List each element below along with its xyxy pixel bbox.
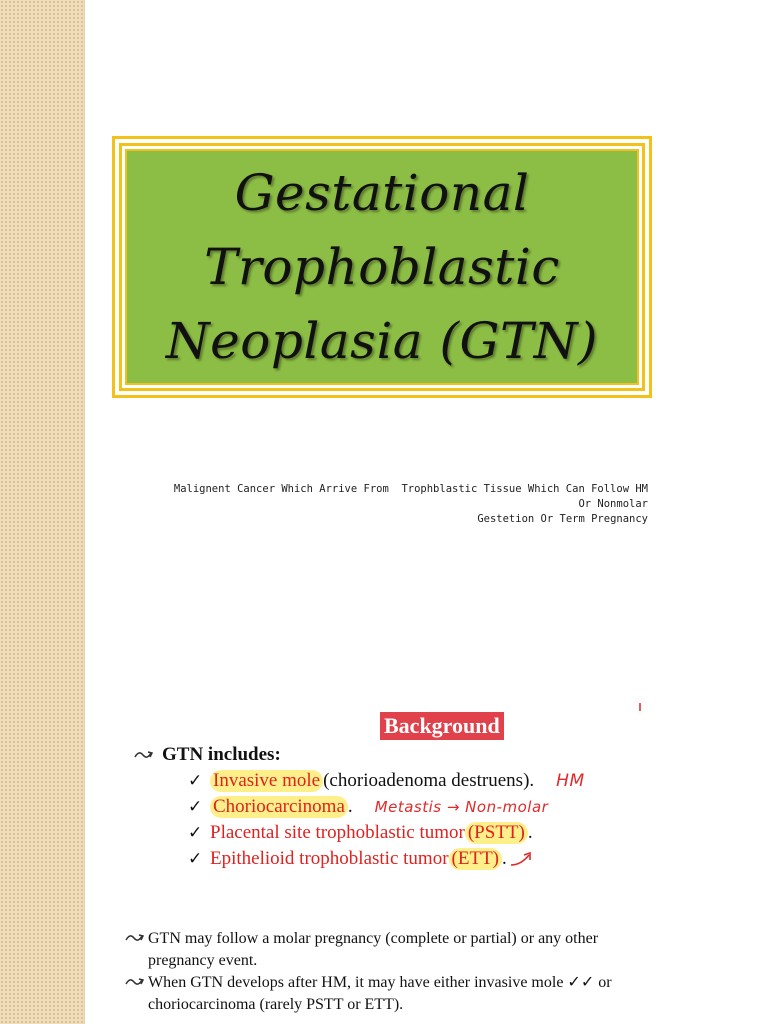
handwritten-note-hm: HM [556,771,585,791]
paragraph-1-line-1: GTN may follow a molar pregnancy (complete or partial) or any other [148,930,599,947]
background-heading: Background [380,712,504,740]
check-icon: ✓ [188,771,203,791]
paragraph-2-line-2: choriocarcinoma (rarely PSTT or ETT). [148,996,404,1013]
decorative-side-strip [0,0,85,1024]
check-icon: ✓ [188,849,203,869]
item-name: Invasive mole [210,770,323,792]
check-icon: ✓ [188,823,203,843]
item-detail: . [347,796,353,817]
paragraph-2 [124,972,684,1016]
list-item-invasive-mole [188,768,585,794]
includes-heading [134,744,281,766]
scroll-bullet-icon [134,749,156,761]
list-item-choriocarcinoma [188,794,585,820]
check-icon: ✓ [188,797,203,817]
item-detail: (chorioadenoma destruens). [323,770,535,791]
item-abbreviation: (PSTT) [465,822,528,844]
stray-mark [639,703,641,711]
title-box [112,136,652,398]
item-name: Epithelioid trophoblastic tumor [210,848,449,869]
item-detail: . [527,822,533,843]
title-box-inner [125,149,639,385]
gtn-types-list [188,768,585,872]
item-detail: . [502,848,507,869]
item-name: Choriocarcinoma [210,796,348,818]
item-name: Placental site trophoblastic tumor [210,822,465,843]
definition-text [88,482,648,527]
list-item-ett [188,846,585,872]
scroll-bullet-icon [124,928,148,944]
definition-line-3: Gestetion Or Term Pregnancy [477,513,648,525]
item-abbreviation: (ETT) [449,848,502,870]
definition-line-2: Or Nonmolar [578,498,648,510]
includes-label: GTN includes: [162,744,281,765]
title-line-2: Trophoblastic [204,238,560,296]
title-line-3: Neoplasia (GTN) [165,312,599,370]
handwritten-note-metastasis: Metastis → Non-molar [374,798,549,816]
scroll-bullet-icon [124,972,148,988]
title-line-1: Gestational [234,164,530,222]
list-item-pstt [188,820,585,846]
handwritten-arrow-icon [509,850,535,868]
paragraph-1 [124,928,684,972]
definition-line-1: Malignent Cancer Which Arrive From Trophblastic Tissue Which Can Follow HM [173,483,648,495]
paragraph-2-line-1: When GTN develops after HM, it may have either invasive mole ✓✓ or [148,974,612,991]
paragraph-1-line-2: pregnancy event. [148,952,258,969]
